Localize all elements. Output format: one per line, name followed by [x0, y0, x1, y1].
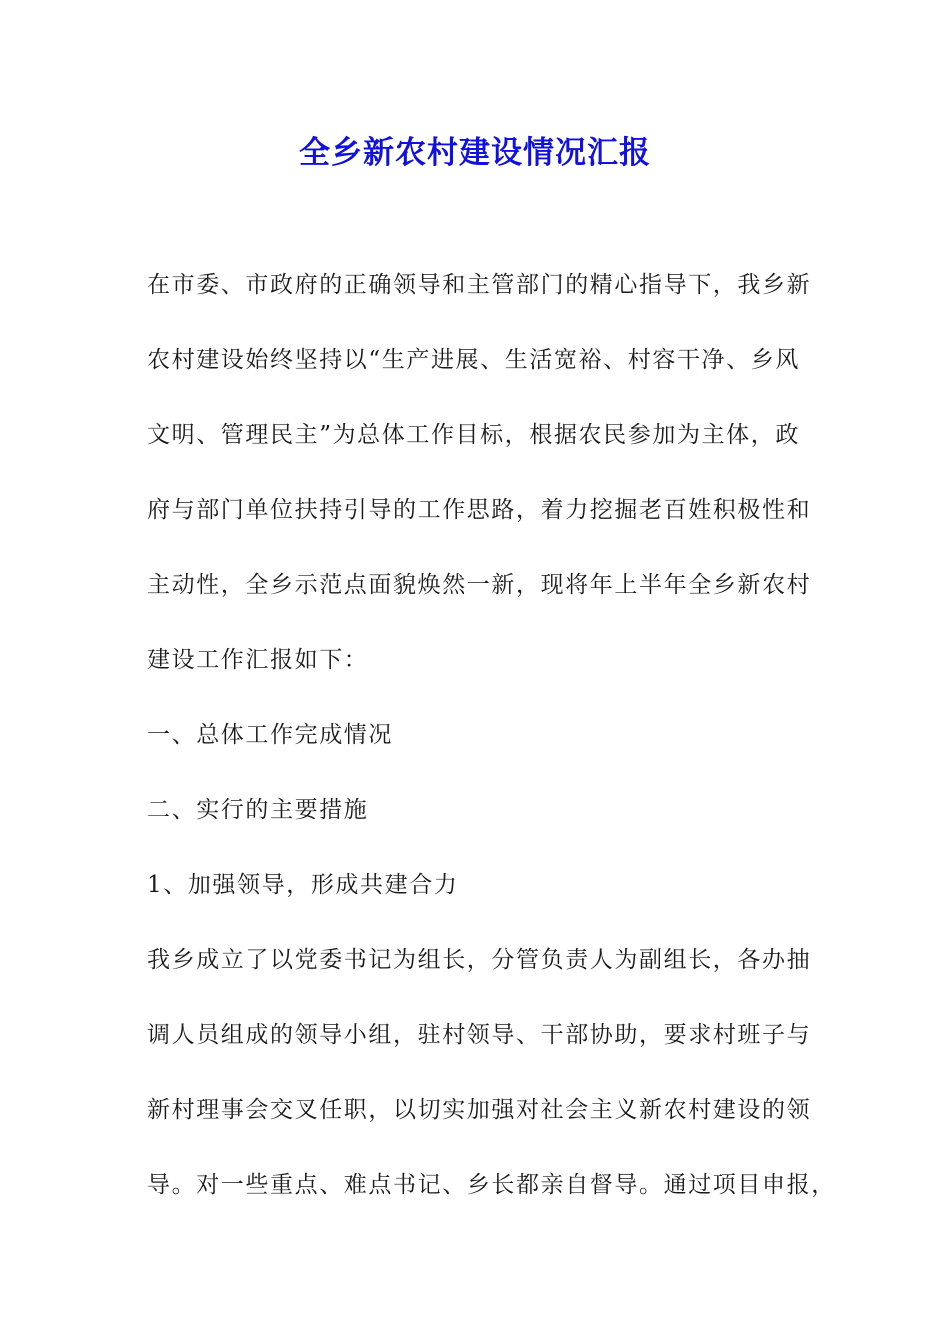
body-line: 我乡成立了以党委书记为组长，分管负责人为副组长，各办抽 — [147, 947, 812, 973]
document-body — [147, 260, 836, 1235]
body-line: 导。对一些重点、难点书记、乡长都亲自督导。通过项目申报， — [147, 1172, 836, 1198]
section-heading-overall: 一、总体工作完成情况 — [147, 722, 393, 748]
body-line: 主动性，全乡示范点面貌焕然一新，现将年上半年全乡新农村 — [147, 572, 812, 598]
body-line: 新村理事会交叉任职，以切实加强对社会主义新农村建设的领 — [147, 1097, 812, 1123]
body-line: 农村建设始终坚持以“生产进展、生活宽裕、村容干净、乡风 — [147, 347, 800, 373]
section-heading-measures: 二、实行的主要措施 — [147, 797, 369, 823]
document-title: 全乡新农村建设情况汇报 — [299, 135, 651, 171]
subsection-heading-leadership: 1、加强领导，形成共建合力 — [147, 872, 459, 898]
body-line: 调人员组成的领导小组，驻村领导、干部协助，要求村班子与 — [147, 1022, 812, 1048]
body-line: 在市委、市政府的正确领导和主管部门的精心指导下，我乡新 — [147, 272, 812, 298]
body-line: 府与部门单位扶持引导的工作思路，着力挖掘老百姓积极性和 — [147, 497, 812, 523]
body-line: 文明、管理民主”为总体工作目标，根据农民参加为主体，政 — [147, 422, 800, 448]
body-line: 建设工作汇报如下： — [147, 647, 369, 673]
